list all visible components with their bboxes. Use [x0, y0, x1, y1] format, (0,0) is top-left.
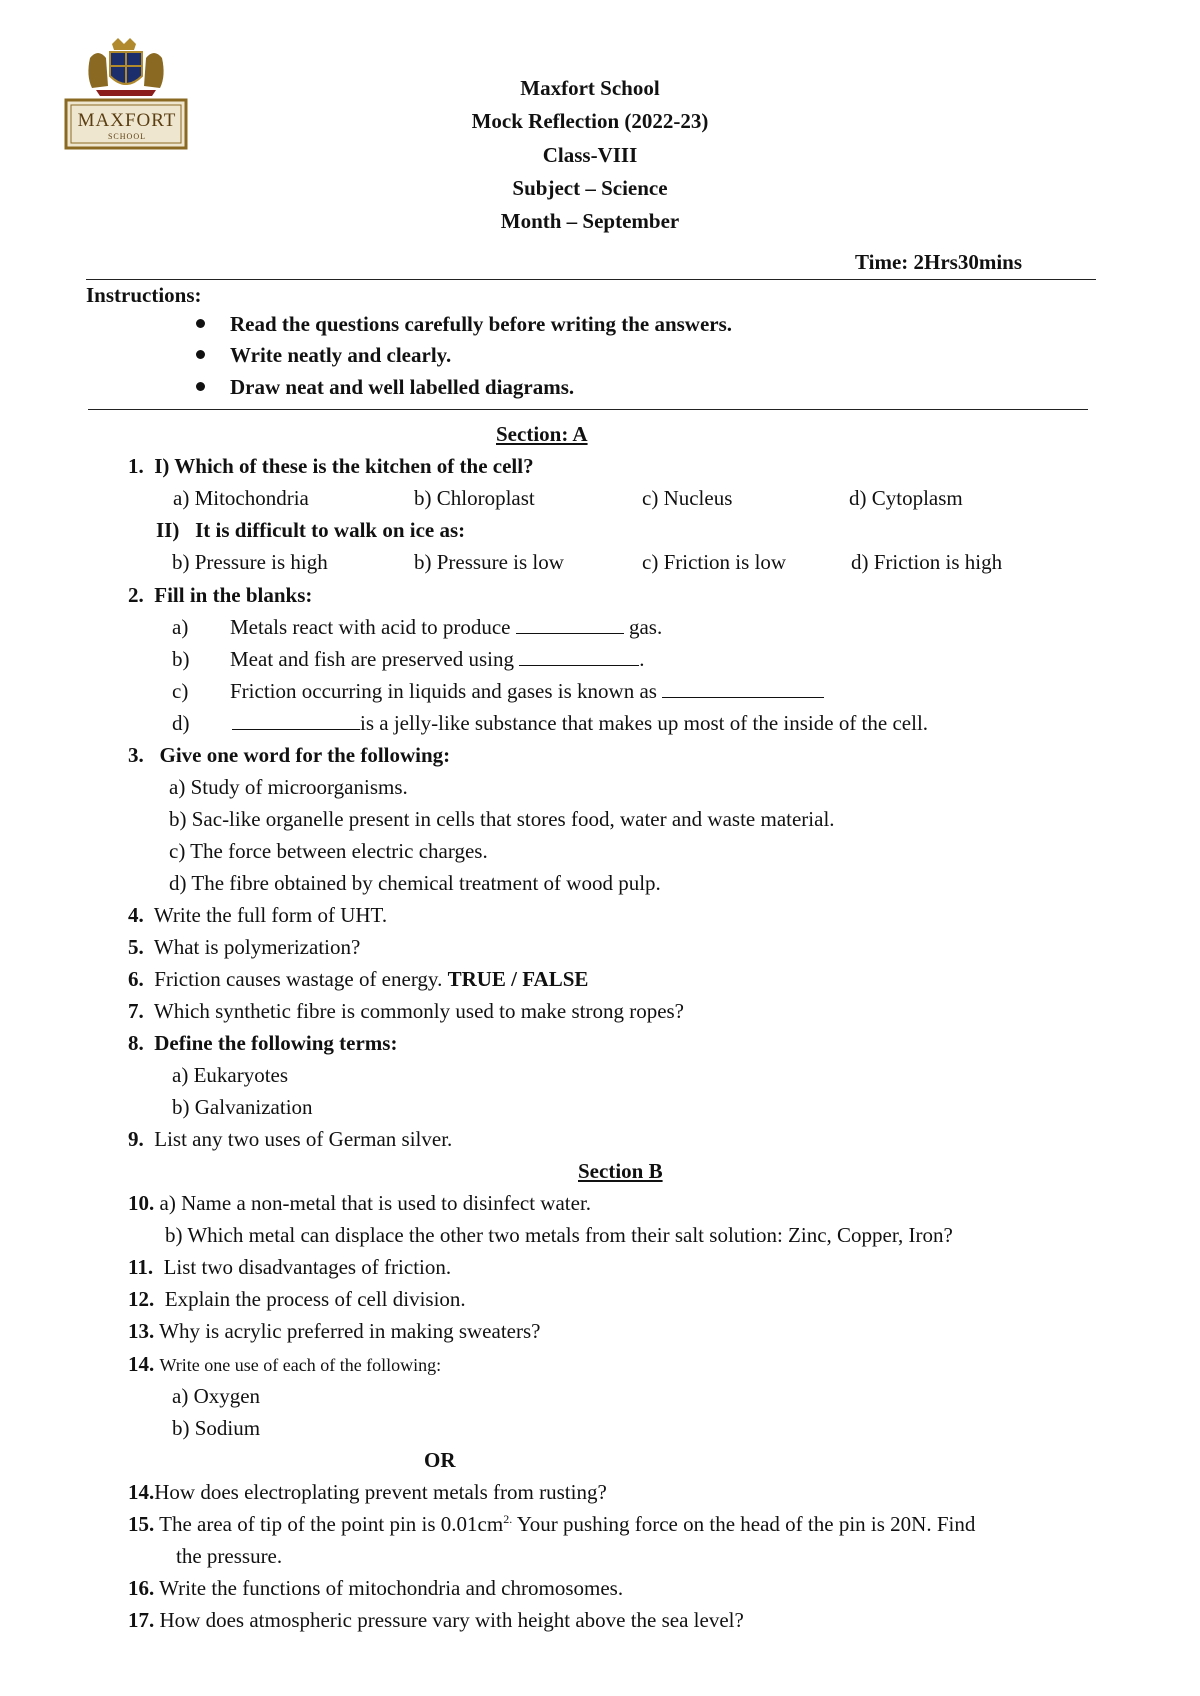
section-a-title: Section: A	[496, 422, 588, 446]
fill-blank-item: is a jelly-like substance that makes up most of the inside of the cell.	[232, 711, 928, 736]
subject-label: Subject – Science	[512, 176, 668, 200]
list-item: d) The fibre obtained by chemical treatment of wood pulp.	[169, 871, 661, 895]
instructions-divider	[88, 409, 1088, 410]
question-14-alternative: 14.How does electroplating prevent metals from rusting?	[128, 1480, 607, 1504]
answer-blank	[519, 649, 639, 666]
time-label: Time: 2Hrs30mins	[855, 250, 1023, 274]
school-name: Maxfort School	[520, 76, 660, 100]
question-14: 14. Write one use of each of the following:	[128, 1352, 442, 1376]
fill-blank-item: Friction occurring in liquids and gases is known as	[230, 679, 824, 704]
question-4: 4. Write the full form of UHT.	[128, 903, 388, 927]
option: d) Friction is high	[851, 550, 1003, 574]
option: a) Mitochondria	[173, 486, 309, 510]
question-7: 7. Which synthetic fibre is commonly used to make strong ropes?	[128, 999, 685, 1023]
question-11: 11. List two disadvantages of friction.	[128, 1255, 452, 1279]
section-b-title: Section B	[578, 1159, 663, 1183]
blank-letter: d)	[172, 711, 190, 735]
exam-title: Mock Reflection (2022-23)	[471, 109, 709, 133]
option: b) Chloroplast	[414, 486, 535, 510]
answer-blank	[232, 713, 360, 730]
question-6: 6. Friction causes wastage of energy. TRUE / FALSE	[128, 967, 589, 991]
list-item: b) Sodium	[172, 1416, 261, 1440]
list-item: c) The force between electric charges.	[169, 839, 488, 863]
header-divider	[86, 279, 1096, 280]
question-2: 2. Fill in the blanks:	[128, 583, 313, 607]
question-8: 8. Define the following terms:	[128, 1031, 398, 1055]
option: b) Pressure is low	[414, 550, 564, 574]
question-12: 12. Explain the process of cell division.	[128, 1287, 466, 1311]
answer-blank	[662, 681, 824, 698]
question-9: 9. List any two uses of German silver.	[128, 1127, 453, 1151]
list-item: a) Eukaryotes	[172, 1063, 289, 1087]
question-15-continued: the pressure.	[176, 1544, 283, 1568]
option: c) Friction is low	[642, 550, 787, 574]
question-15: 15. The area of tip of the point pin is $0.01cm^{2.}$ Your pushing force on the head of the pin is 20N. Find	[128, 1512, 976, 1536]
blank-letter: b)	[172, 647, 190, 671]
question-10: 10. a) Name a non-metal that is used to disinfect water.	[128, 1191, 592, 1215]
question-17: 17. How does atmospheric pressure vary with height above the sea level?	[128, 1608, 744, 1632]
question-3: 3. Give one word for the following:	[128, 743, 451, 767]
question-1-part-2: II) It is difficult to walk on ice as:	[156, 518, 466, 542]
option: b) Pressure is high	[172, 550, 328, 574]
blank-letter: c)	[172, 679, 189, 703]
logo-wordmark: MAXFORT	[77, 110, 177, 131]
blank-letter: a)	[172, 615, 189, 639]
bullet-icon	[196, 319, 205, 328]
list-item: b) Sac-like organelle present in cells that stores food, water and waste material.	[169, 807, 835, 831]
list-item: a) Oxygen	[172, 1384, 261, 1408]
option: c) Nucleus	[642, 486, 733, 510]
class-label: Class-VIII	[542, 143, 638, 167]
list-item: b) Galvanization	[172, 1095, 313, 1119]
option: d) Cytoplasm	[849, 486, 963, 510]
question-1: 1. I) Which of these is the kitchen of the cell?	[128, 454, 534, 478]
fill-blank-item: Metals react with acid to produce gas.	[230, 615, 663, 639]
question-paper-page: MAXFORT SCHOOL Maxfort School Mock Reflection (2022-23) Class-VIII Subject – Science Month – September Time: 2Hrs30mins Instructions: Read the questions carefully before writing the answers. Write neatly and clearly. Draw neat and well labelled diagrams. Section: A 1. I) Which of these is the kitchen of the cell? a) Mitochondria b) Chloroplast c) Nucleus d) Cytoplasm II) It is difficult to walk on ice as: b) Pressure is high b) Pressure is low c) Friction is low d) Friction is high 2. Fill in the blanks: a) Metals react with acid to produce gas. b) Meat and fish are preserved using . c) Friction occurring in liquids and gases is known as d) is a jelly-like substance that makes up most of the inside of the cell. 3. Give one word for the following: a) Study of microorganisms. b) Sac-like organelle present in cells that stores food, water and waste material. c) The force between electric charges. d) The fibre obtained by chemical treatment of wood pulp. 4. Write the full form of UHT. 5. What is polymerization? 6. Friction causes wastage of energy. TRUE / FALSE 7. Which synthetic fibre is commonly used to make strong ropes? 8. Define the following terms: a) Eukaryotes b) Galvanization 9. List any two uses of German silver. Section B 10. a) Name a non-metal that is used to disinfect water. b) Which metal can displace the other two metals from their salt solution: Zinc, Copper, Iron? 11. List two disadvantages of friction. 12. Explain the process of cell division. 13. Why is acrylic preferred in making sweaters? 14. Write one use of each of the following: a) Oxygen b) Sodium OR 14.How does electroplating prevent metals from rusting? 15. The area of tip of the point pin is $0.01cm^{2.}$ Your pushing force on the head of the pin is 20N. Find the pressure. 16. Write the functions of mitochondria and chromosomes. 17. How does atmospheric pressure vary with height above the sea level?	[0, 0, 1200, 1696]
school-logo	[62, 36, 192, 154]
question-5: 5. What is polymerization?	[128, 935, 361, 959]
instructions-title: Instructions:	[86, 283, 202, 307]
list-item: a) Study of microorganisms.	[169, 775, 408, 799]
question-16: 16. Write the functions of mitochondria and chromosomes.	[128, 1576, 624, 1600]
fill-blank-item: Meat and fish are preserved using .	[230, 647, 645, 671]
logo-subtext: SCHOOL	[107, 132, 146, 141]
bullet-icon	[196, 350, 205, 359]
question-10-part-b: b) Which metal can displace the other two metals from their salt solution: Zinc, Copper, Iron?	[165, 1223, 953, 1247]
question-13: 13. Why is acrylic preferred in making sweaters?	[128, 1319, 541, 1343]
answer-blank	[516, 617, 624, 634]
month-label: Month – September	[500, 209, 680, 233]
bullet-icon	[196, 382, 205, 391]
or-divider: OR	[424, 1448, 456, 1472]
